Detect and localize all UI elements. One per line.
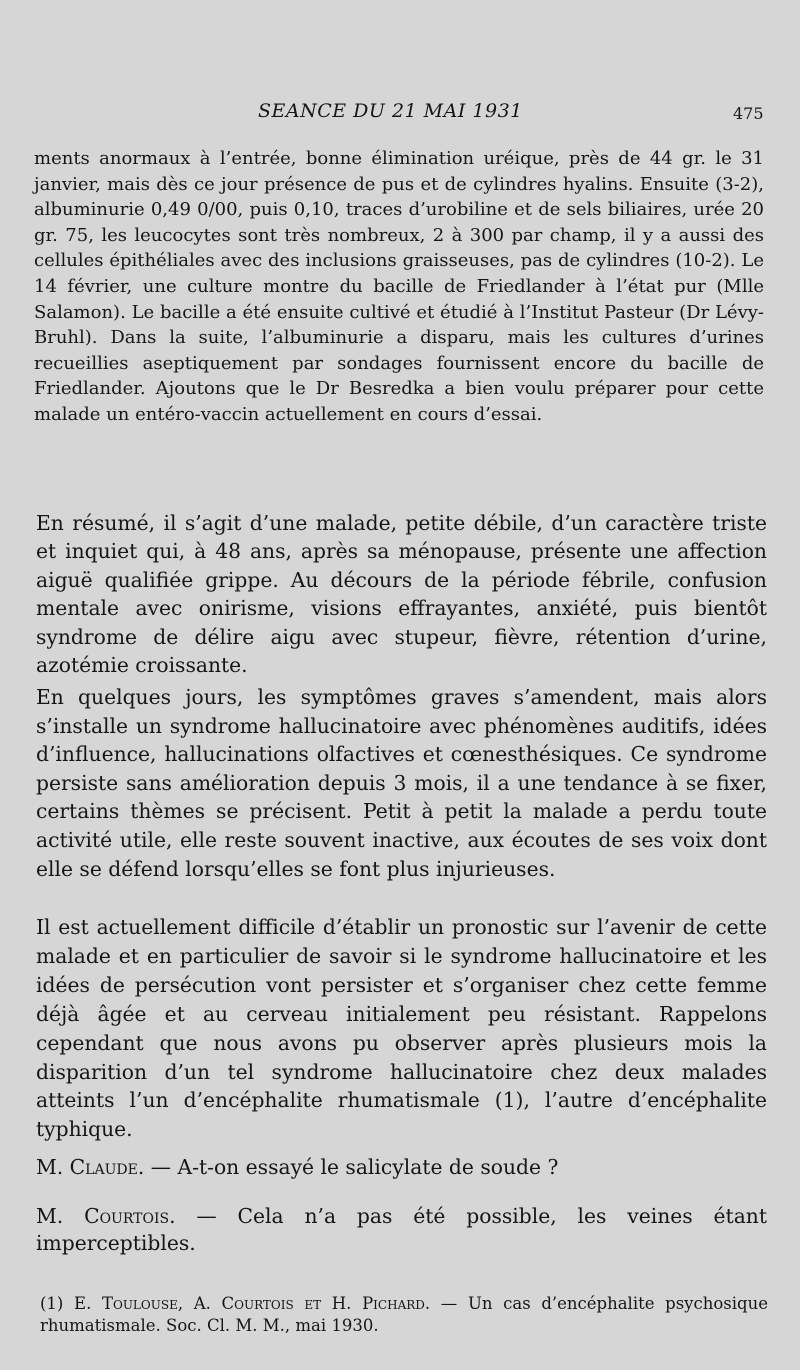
speaker-name: M. Claude. <box>36 1155 145 1179</box>
speaker-text: — A-t-on essayé le salicylate de soude ? <box>144 1155 559 1179</box>
paragraph-prognosis: Il est actuellement difficile d’établir un pronostic sur l’avenir de cette malade et en particulier de savoir si le syndrome hallucinatoire et les idées de persécution vont persister et s’organiser chez cette femme déjà âgée et au cerveau initialement peu résistant. Rappelons cependant que nous avons pu observer après plusieurs mois la disparition d’un tel syndrome hallucinatoire chez deux malades atteints l’un d’encéphalite rhumatismale (1), l’autre d’encéphalite typhique. <box>36 915 767 1142</box>
speaker-text: — Cela n’a pas été possible, les veines étant imperceptibles. <box>36 1204 767 1255</box>
page-number: 475 <box>733 104 764 123</box>
running-title: SEANCE DU 21 MAI 1931 <box>258 100 523 122</box>
paragraph-summary: En résumé, il s’agit d’une malade, petite débile, d’un caractère triste et inquiet qui, à 48 ans, après sa ménopause, présente une affection aiguë qualifiée grippe. Au décours de la période fébrile, confusion mentale avec onirisme, visions effrayantes, anxiété, puis bientôt syndrome de délire aigu avec stupeur, fièvre, rétention d’urine, azotémie croissante. <box>36 511 767 678</box>
footnote-marker: (1) <box>40 1294 64 1313</box>
footnote <box>40 1293 768 1337</box>
dialogue-courtois <box>36 1203 767 1257</box>
footnote-authors: E. Toulouse, A. Courtois et H. Pichard. <box>74 1294 431 1313</box>
paragraph-symptoms: En quelques jours, les symptômes graves s’amendent, mais alors s’installe un syndrome hallucinatoire avec phénomènes auditifs, idées d’influence, hallucinations olfactives et cœnesthésiques. Ce syndrome persiste sans amélioration depuis 3 mois, il a une tendance à se fixer, certains thèmes se précisent. Petit à petit la malade a perdu toute activité utile, elle reste souvent inactive, aux écoutes de ses voix dont elle se défend lorsqu’elles se font plus injurieuses. <box>36 685 767 881</box>
footnote-text: — Un cas d’encéphalite psychosique rhumatismale. Soc. Cl. M. M., mai 1930. <box>40 1294 768 1335</box>
speaker-name: M. Courtois. <box>36 1204 176 1228</box>
paragraph-continuation: ments anormaux à l’entrée, bonne élimination uréique, près de 44 gr. le 31 janvier, mais dès ce jour présence de pus et de cylindres hyalins. Ensuite (3-2), albuminurie 0,49 0/00, puis 0,10, traces d’urobiline et de sels biliaires, urée 20 gr. 75, les leucocytes sont très nombreux, 2 à 300 par champ, il y a aussi des cellules épithéliales avec des inclusions graisseuses, pas de cylindres (10-2). Le 14 février, une culture montre du bacille de Friedlander à l’état pur (Mlle Salamon). Le bacille a été ensuite cultivé et étudié à l’Institut Pasteur (Dr Lévy-Bruhl). Dans la suite, l’albuminurie a disparu, mais les cultures d’urines recueillies aseptiquement par sondages fournissent encore du bacille de Friedlander. Ajoutons que le Dr Besredka a bien voulu préparer pour cette malade un entéro-vaccin actuellement en cours d’essai. <box>34 148 764 425</box>
dialogue-claude <box>36 1155 767 1181</box>
